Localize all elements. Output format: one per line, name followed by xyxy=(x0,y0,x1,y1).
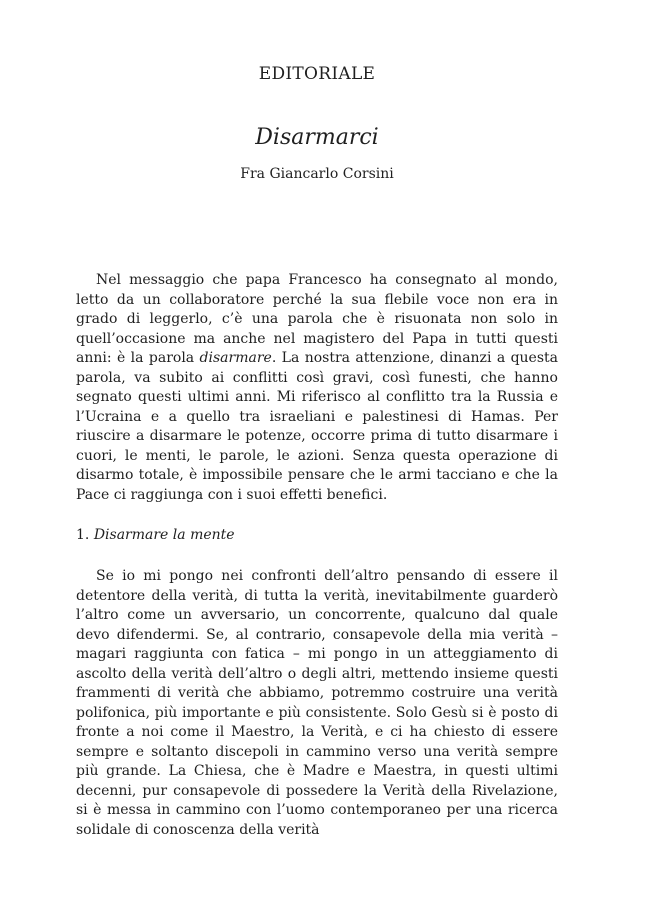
section-title: Disarmare la mente xyxy=(93,527,235,543)
article-title: Disarmarci xyxy=(255,125,379,150)
section-number: 1. xyxy=(76,527,90,543)
section-label: EDITORIALE xyxy=(258,64,376,84)
intro-emphasis: disarmare xyxy=(199,350,272,366)
intro-text-end: . La nostra attenzione, dinanzi a questa parola, va subito ai conflitti così gravi, così funesti, che hanno segnato questi ultimi anni. Mi riferisco al conflitto tra la Russia e l’Ucraina e a quello tra israeliani e palestinesi di Hamas. Per riuscire a disarmare le potenze, occorre prima di tutto disarmare i cuori, le menti, le parole, le azioni. Senza questa operazione di disarmo totale, è impossibile pensare che le armi tacciano e che la Pace ci raggiunga con i suoi effetti benefici. xyxy=(76,350,558,503)
article-author: Fra Giancarlo Corsini xyxy=(240,166,394,182)
section-heading xyxy=(76,526,235,545)
intro-paragraph xyxy=(76,271,558,505)
section-paragraph: Se io mi pongo nei confronti dell’altro pensando di essere il detentore della verità, di tutta la verità, inevitabilmente guarderò l’altro come un avversario, un concorrente, qualcuno dal quale devo difendermi. Se, al contrario, consapevole della mia verità – magari raggiunta con fatica – mi pongo in un atteggiamento di ascolto della verità dell’altro o degli altri, mettendo insieme questi frammenti di verità che abbiamo, potremmo costruire una verità polifonica, più importante e più consistente. Solo Gesù si è posto di fronte a noi come il Maestro, la Verità, e ci ha chiesto di essere sempre e soltanto discepoli in cammino verso una verità sempre più grande. La Chiesa, che è Madre e Maestra, in questi ultimi decenni, pur consapevole di possedere la Verità della Rivelazione, si è messa in cammino con l’uomo contemporaneo per una ricerca solidale di conoscenza della verità xyxy=(76,568,558,838)
intro-text-start: Nel messaggio che papa Francesco ha consegnato al mondo, letto da un collaboratore perché la sua flebile voce non era in grado di leggerlo, c’è una parola che è risuonata non solo in quell’occasione ma anche nel magistero del Papa in tutti questi anni: è la parola xyxy=(76,272,558,366)
